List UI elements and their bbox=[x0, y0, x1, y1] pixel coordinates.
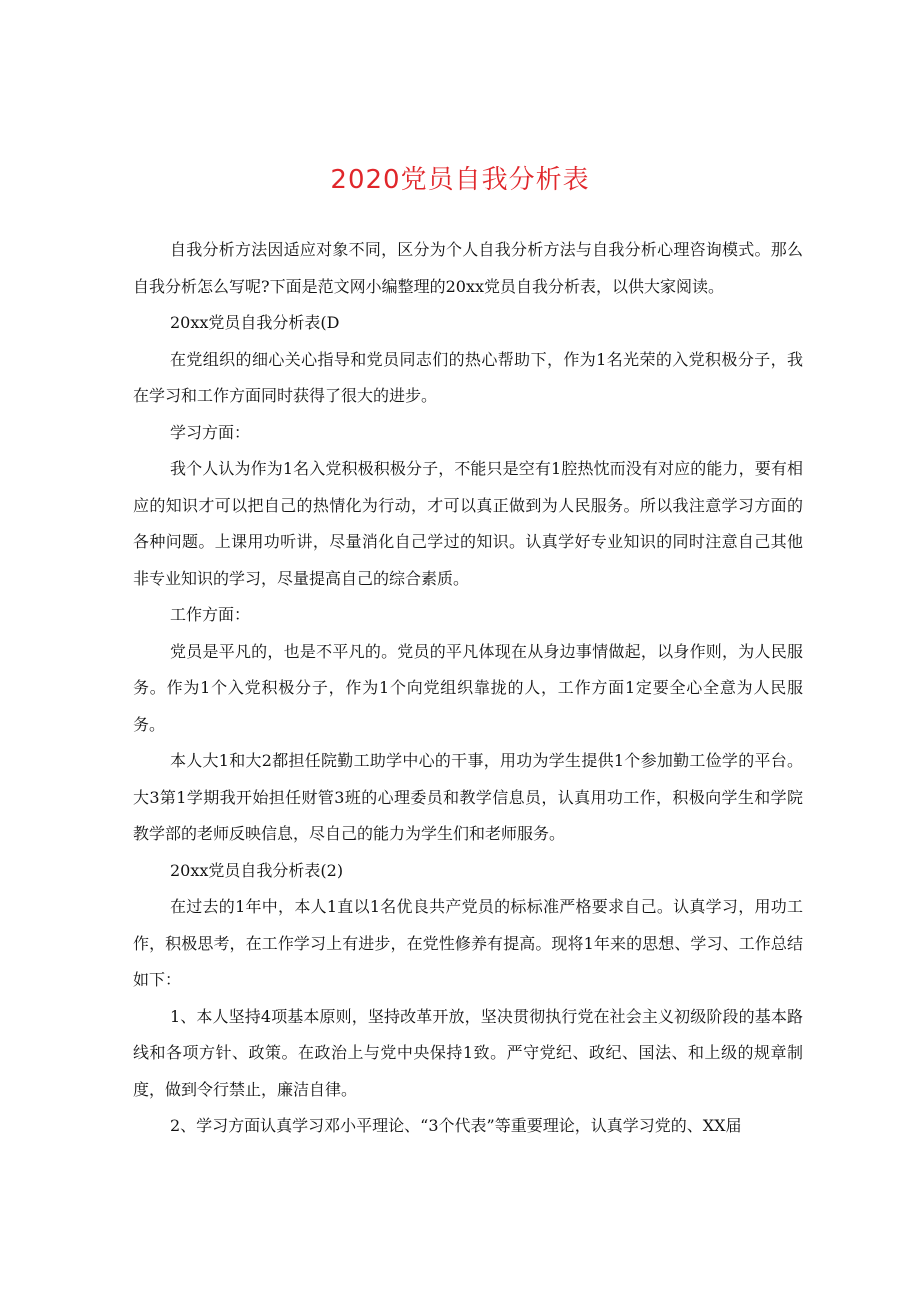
paragraph-intro: 自我分析方法因适应对象不同，区分为个人自我分析方法与自我分析心理咨询模式。那么自我分析怎么写呢?下面是范文网小编整理的20xx党员自我分析表，以供大家阅读。 bbox=[133, 240, 803, 296]
paragraph: 2、学习方面认真学习邓小平理论、“3个代表”等重要理论，认真学习党的、XX届 bbox=[170, 1116, 742, 1135]
document-title: 2020党员自我分析表 bbox=[330, 165, 590, 195]
paragraph: 在党组织的细心关心指导和党员同志们的热心帮助下，作为1名光荣的入党积极分子，我在学习和工作方面同时获得了很大的进步。 bbox=[133, 349, 803, 405]
section-heading-1: 20xx党员自我分析表(D bbox=[170, 313, 340, 332]
subheading-work: 工作方面： bbox=[170, 605, 251, 624]
paragraph: 本人大1和大2都担任院勤工助学中心的干事，用功为学生提供1个参加勤工俭学的平台。大3第1学期我开始担任财管3班的心理委员和教学信息员，认真用功工作，积极向学生和学院教学部的老师反映信息，尽自己的能力为学生们和老师服务。 bbox=[133, 751, 803, 843]
document-body bbox=[133, 232, 803, 1145]
paragraph: 在过去的1年中，本人1直以1名优良共产党员的标标准严格要求自己。认真学习，用功工作，积极思考，在工作学习上有进步，在党性修养有提高。现将1年来的思想、学习、工作总结如下： bbox=[133, 897, 803, 989]
paragraph: 党员是平凡的，也是不平凡的。党员的平凡体现在从身边事情做起，以身作则，为人民服务。作为1个入党积极分子，作为1个向党组织靠拢的人，工作方面1定要全心全意为人民服务。 bbox=[133, 641, 803, 734]
paragraph: 我个人认为作为1名入党积极积极分子，不能只是空有1腔热忱而没有对应的能力，要有相应的知识才可以把自己的热情化为行动，才可以真正做到为人民服务。所以我注意学习方面的各种问题。上课用功听讲，尽量消化自己学过的知识。认真学好专业知识的同时注意自己其他非专业知识的学习，尽量提高自己的综合素质。 bbox=[133, 459, 803, 588]
section-heading-2: 20xx党员自我分析表(2) bbox=[170, 860, 344, 880]
subheading-study: 学习方面： bbox=[170, 422, 251, 442]
paragraph: 1、本人坚持4项基本原则，坚持改革开放，坚决贯彻执行党在社会主义初级阶段的基本路线和各项方针、政策。在政治上与党中央保持1致。严守党纪、政纪、国法、和上级的规章制度，做到令行禁止，廉洁自律。 bbox=[133, 1006, 803, 1099]
